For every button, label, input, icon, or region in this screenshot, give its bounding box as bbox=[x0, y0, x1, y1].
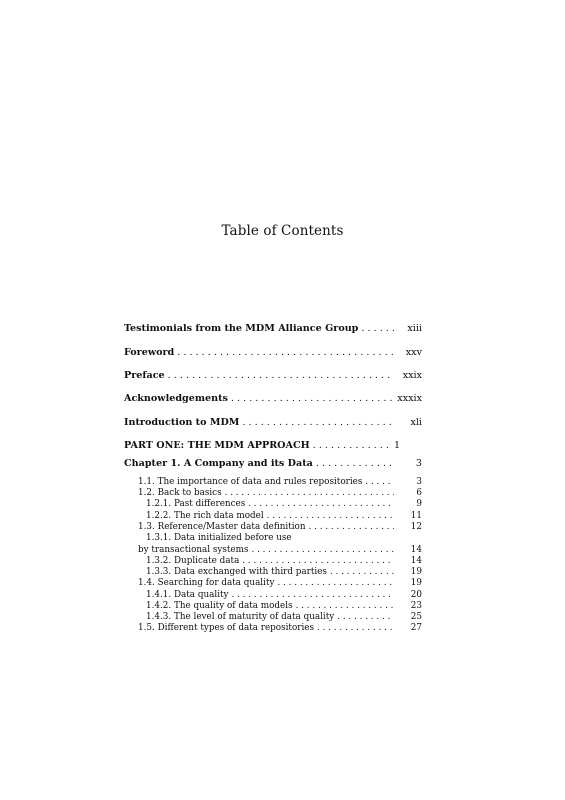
toc-entry-page: 12 bbox=[410, 522, 422, 532]
toc-entry-title: Foreword bbox=[124, 347, 175, 358]
toc-entry-title: 1.4.2. The quality of data models bbox=[146, 601, 293, 611]
toc-entry-title: 1.2. Back to basics bbox=[138, 488, 222, 498]
toc-entry-title: 1.3.3. Data exchanged with third parties bbox=[146, 567, 327, 577]
toc-entry-title: 1.2.2. The rich data model bbox=[146, 511, 264, 521]
toc-entry-title: Acknowledgements bbox=[124, 393, 228, 404]
dot-leader bbox=[362, 477, 394, 487]
toc-entry-title: 1.3.1. Data initialized before use bbox=[146, 533, 292, 543]
toc-entry-page: xiii bbox=[407, 323, 422, 334]
toc-entry-part-one[interactable] bbox=[124, 440, 422, 454]
toc-entry-page: 23 bbox=[410, 601, 422, 611]
toc-entry-page: 25 bbox=[410, 612, 422, 622]
toc-entry-foreword[interactable] bbox=[124, 347, 422, 361]
dot-leader bbox=[293, 601, 394, 611]
toc-entry-title: by transactional systems bbox=[138, 545, 249, 555]
toc-entry-title: PART ONE: THE MDM APPROACH bbox=[124, 440, 310, 451]
page-title: Table of Contents bbox=[221, 223, 344, 239]
dot-leader bbox=[239, 556, 394, 566]
dot-leader bbox=[245, 499, 394, 509]
dot-leader bbox=[327, 567, 394, 577]
dot-leader bbox=[228, 393, 394, 404]
toc-entry-page: 9 bbox=[416, 499, 422, 509]
dot-leader bbox=[264, 511, 394, 521]
dot-leader bbox=[314, 623, 394, 633]
toc-entry-page: 11 bbox=[410, 511, 422, 521]
dot-leader bbox=[165, 370, 394, 381]
dot-leader bbox=[174, 347, 394, 358]
toc-entry-introduction[interactable] bbox=[124, 417, 422, 431]
toc-entry-title: Chapter 1. A Company and its Data bbox=[124, 458, 313, 469]
toc-entry-title: 1.3. Reference/Master data definition bbox=[138, 522, 306, 532]
dot-leader bbox=[313, 458, 394, 469]
toc-entry-testimonials[interactable] bbox=[124, 323, 422, 337]
dot-leader bbox=[310, 440, 388, 451]
toc-entry-page: 3 bbox=[416, 477, 422, 487]
dot-leader bbox=[334, 612, 394, 622]
dot-leader bbox=[222, 488, 394, 498]
toc-entry-page: 3 bbox=[415, 458, 422, 469]
dot-leader bbox=[358, 323, 394, 334]
toc-entry-section[interactable] bbox=[124, 623, 422, 637]
toc-entry-page: xli bbox=[410, 417, 422, 428]
dot-leader bbox=[274, 578, 394, 588]
dot-leader bbox=[239, 417, 394, 428]
toc-entry-page: 1 bbox=[394, 440, 401, 451]
toc-entry-title: 1.4. Searching for data quality bbox=[138, 578, 275, 588]
toc-entry-acknowledgements[interactable] bbox=[124, 393, 422, 407]
toc-entry-page: 20 bbox=[410, 590, 422, 600]
toc-entry-title: 1.4.3. The level of maturity of data quality bbox=[146, 612, 335, 622]
toc-entry-page: 14 bbox=[410, 545, 422, 555]
toc-entry-title: 1.4.1. Data quality bbox=[146, 590, 229, 600]
toc-entry-page: xxv bbox=[405, 347, 422, 358]
toc-entry-page: 19 bbox=[410, 578, 422, 588]
toc-entry-page: 6 bbox=[416, 488, 422, 498]
toc-entry-page: xxix bbox=[402, 370, 422, 381]
toc-entry-title: 1.3.2. Duplicate data bbox=[146, 556, 240, 566]
toc-entry-page: 27 bbox=[410, 623, 422, 633]
toc-entry-title: 1.1. The importance of data and rules repositories bbox=[138, 477, 363, 487]
toc-entry-page: 19 bbox=[410, 567, 422, 577]
toc-entry-page: 14 bbox=[410, 556, 422, 566]
toc-entry-title: Testimonials from the MDM Alliance Group bbox=[124, 323, 359, 334]
toc-entry-title: 1.5. Different types of data repositories bbox=[138, 623, 315, 633]
toc-entry-title: Introduction to MDM bbox=[124, 417, 240, 428]
toc-entry-preface[interactable] bbox=[124, 370, 422, 384]
toc-entry-page: xxxix bbox=[397, 393, 422, 404]
dot-leader bbox=[249, 545, 395, 555]
dot-leader bbox=[306, 522, 394, 532]
toc-entry-chapter-1[interactable] bbox=[124, 458, 422, 472]
toc-entry-title: 1.2.1. Past differences bbox=[146, 499, 246, 509]
toc-entry-title: Preface bbox=[124, 370, 165, 381]
dot-leader bbox=[229, 590, 394, 600]
